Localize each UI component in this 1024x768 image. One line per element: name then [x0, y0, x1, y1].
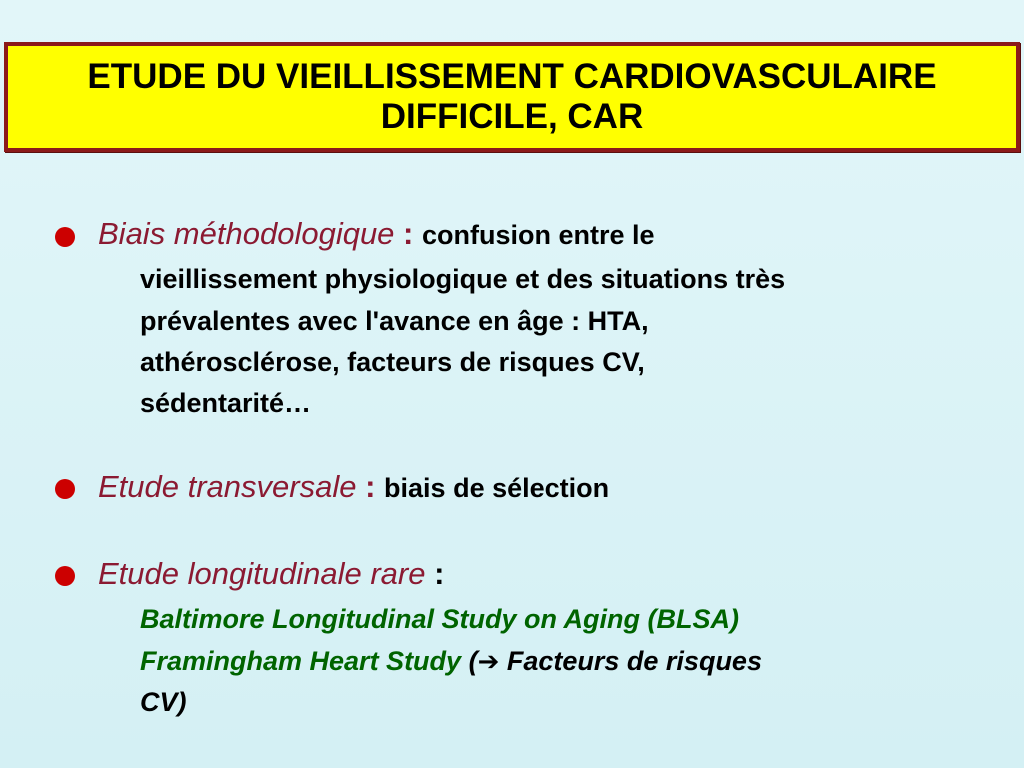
bullet-3-term: Etude longitudinale rare: [98, 556, 426, 591]
bullet-3-colon: :: [425, 556, 445, 591]
bullet-2-term: Etude transversale: [98, 469, 357, 504]
bullet-2-line: [98, 469, 609, 505]
bullet-1-colon: :: [394, 216, 422, 251]
bullet-2-colon: :: [356, 469, 385, 504]
right-arrow-icon: ➔: [477, 646, 500, 676]
slide-title-line-1: ETUDE DU VIEILLISSEMENT CARDIOVASCULAIRE: [87, 57, 937, 96]
bullet-3-study-2: [140, 646, 762, 677]
study-framingham: Framingham Heart Study: [140, 646, 462, 676]
bullet-3-study-1: [140, 604, 739, 635]
bullet-1-term: Biais méthodologique: [98, 216, 395, 251]
bullet-1-desc-line-5: sédentarité…: [140, 388, 312, 418]
bullet-1-desc-line-4: athérosclérose, facteurs de risques CV,: [140, 347, 645, 377]
note-text: Facteurs de risques: [499, 646, 762, 676]
bullet-dot-icon: [55, 566, 75, 586]
bullet-2-desc: biais de sélection: [384, 473, 610, 503]
bullet-dot-icon: [55, 227, 75, 247]
bullet-3-line: [98, 556, 444, 592]
bullet-1-desc-line-2: vieillissement physiologique et des situations très: [140, 264, 786, 294]
bullet-3-note-end: [140, 687, 187, 718]
study-blsa: Baltimore Longitudinal Study on Aging (BLSA): [140, 604, 739, 634]
note-end: CV): [140, 687, 187, 717]
slide-title-box: [4, 42, 1020, 152]
note-open-paren: (: [461, 646, 478, 676]
bullet-dot-icon: [55, 479, 75, 499]
bullet-1-desc-line-1: confusion entre le: [422, 220, 655, 250]
slide-title-line-2: DIFFICILE, CAR: [380, 97, 644, 136]
bullet-1-desc-line-3: prévalentes avec l'avance en âge : HTA,: [140, 306, 649, 336]
bullet-1-first-line: [98, 216, 655, 252]
